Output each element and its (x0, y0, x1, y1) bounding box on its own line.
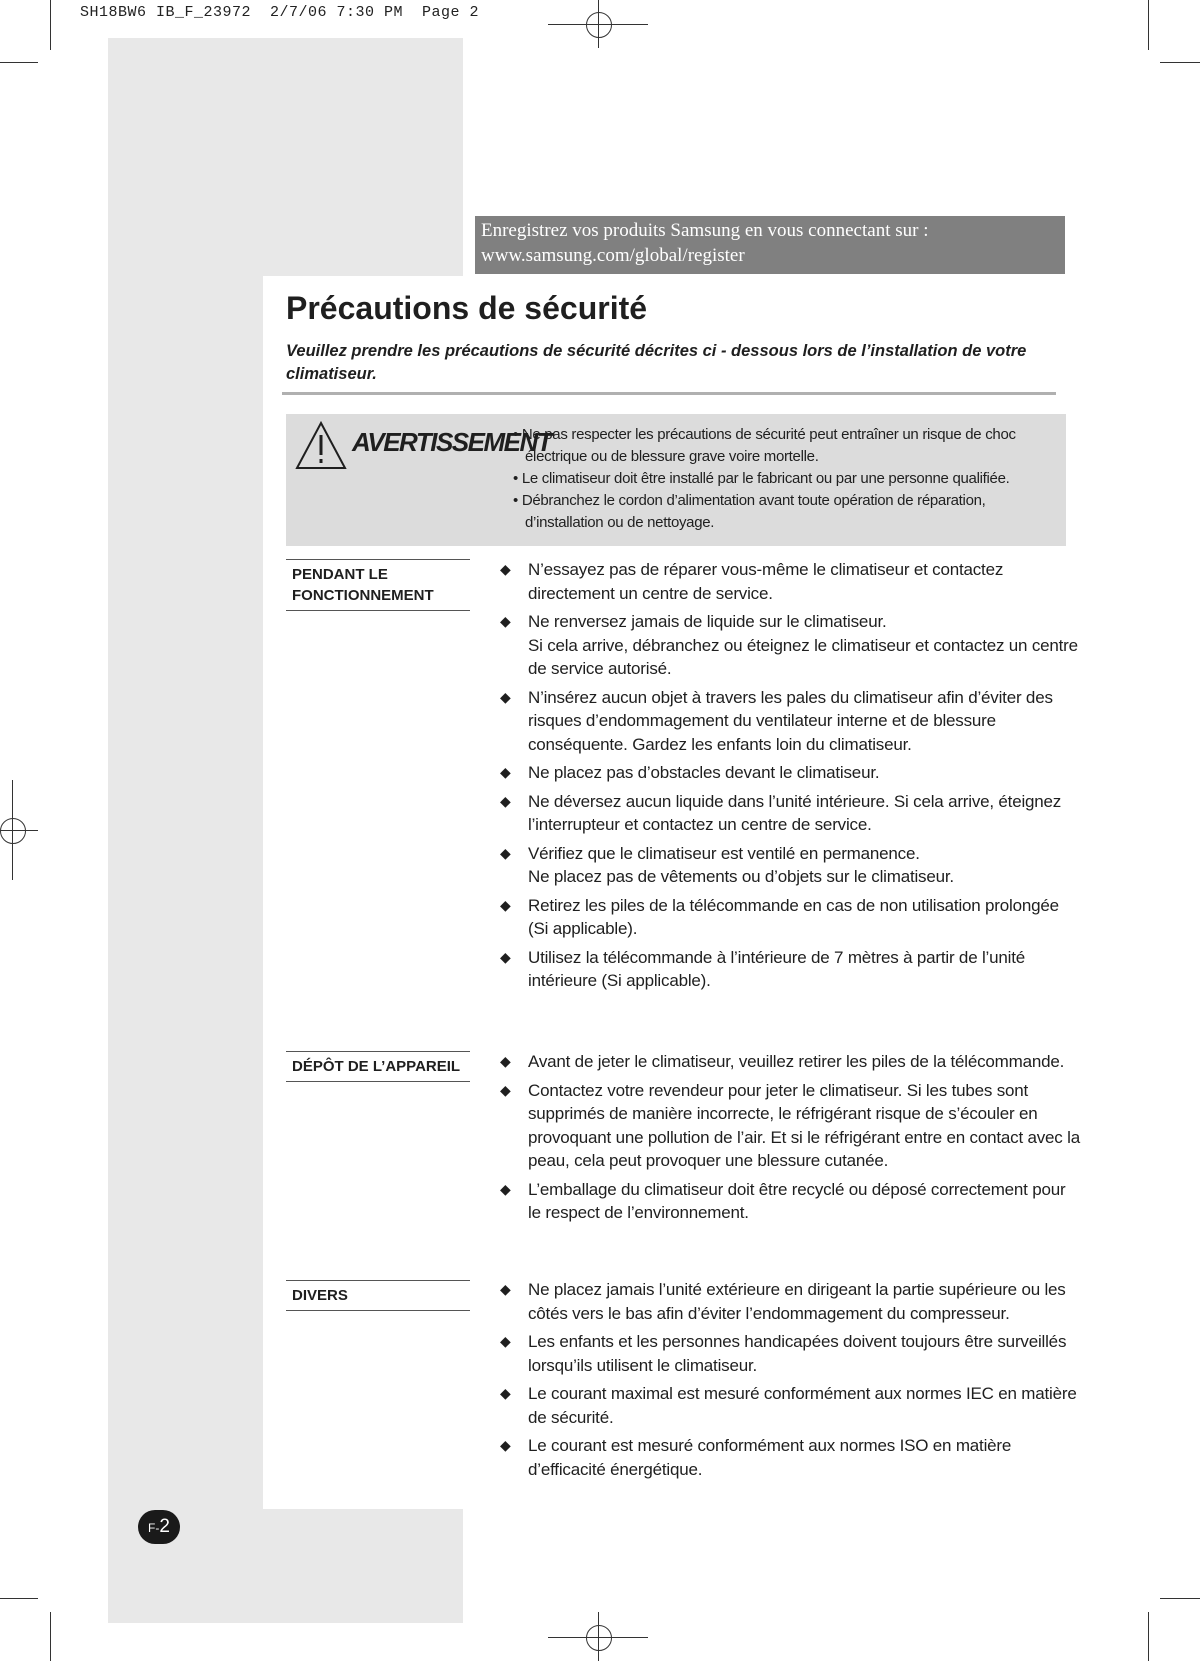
list-item-text: Les enfants et les personnes handicapées doivent toujours être surveillés lorsqu’ils utilisent le climatiseur. (528, 1332, 1067, 1375)
list-item-text: N’essayez pas de réparer vous-même le climatiseur et contactez directement un centre de service. (528, 560, 1004, 603)
list-item-text: Ne placez jamais l’unité extérieure en dirigeant la partie supérieure ou les côtés vers le bas afin d’éviter l’endommagement du compresseur. (528, 1280, 1066, 1323)
crop-mark (0, 1598, 38, 1599)
diamond-bullet-icon: ◆ (500, 613, 511, 629)
list-item-text: N’insérez aucun objet à travers les pales du climatiseur afin d’éviter des risques d’endommagement du ventilateur interne et de blessure conséquente. Gardez les enfants loin du climatiseur. (528, 687, 1053, 754)
registration-mark-icon (586, 12, 612, 38)
page-number-prefix: F- (148, 1521, 160, 1535)
list-item-text: Ne déversez aucun liquide dans l’unité intérieure. Si cela arrive, éteignez l’interrupteur et contactez un centre de service. (528, 791, 1062, 834)
crop-mark (0, 62, 38, 63)
diamond-bullet-icon: ◆ (500, 1081, 511, 1098)
list-item (500, 1079, 1080, 1173)
list-item (500, 558, 1080, 605)
section-heading-operation (286, 559, 470, 611)
diamond-bullet-icon: ◆ (500, 792, 511, 809)
diamond-bullet-icon: ◆ (500, 764, 511, 780)
list-item-text: Le courant maximal est mesuré conformément aux normes IEC en matière de sécurité. (528, 1384, 1077, 1427)
list-item-text: Ne placez pas de vêtements ou d’objets sur le climatiseur. (528, 867, 954, 886)
diamond-bullet-icon: ◆ (500, 1437, 511, 1453)
list-item (500, 1050, 1080, 1074)
diamond-bullet-icon: ◆ (500, 1180, 511, 1197)
warning-item: • Le climatiseur doit être installé par le fabricant ou par une personne qualifiée. (513, 470, 1010, 487)
register-banner-url: www.samsung.com/global/register (481, 245, 745, 266)
section-list-disposal (500, 1050, 1080, 1230)
diamond-bullet-icon: ◆ (500, 844, 511, 861)
warning-list (513, 424, 1065, 534)
crop-mark (50, 0, 51, 50)
page-number-badge (138, 1510, 180, 1544)
diamond-bullet-icon: ◆ (500, 561, 511, 577)
warning-box (286, 414, 1066, 546)
list-item-text: Le courant est mesuré conformément aux normes ISO en matière d’efficacité énergétique. (528, 1436, 1012, 1479)
section-heading-line: PENDANT LE (292, 566, 388, 583)
list-item-text: Vérifiez que le climatiseur est ventilé en permanence. (528, 843, 920, 863)
section-heading-line: DIVERS (292, 1287, 348, 1304)
crop-mark (1148, 0, 1149, 50)
list-item (500, 946, 1080, 993)
list-item-text: Utilisez la télécommande à l’intérieure de 7 mètres à partir de l’unité intérieure (Si applicable). (528, 947, 1025, 990)
list-item-text: L’emballage du climatiseur doit être recyclé ou déposé correctement pour le respect de l’environnement. (528, 1179, 1066, 1222)
list-item (500, 1278, 1080, 1325)
warning-item: • Ne pas respecter les précautions de sécurité peut entraîner un risque de choc électrique ou de blessure grave voire mortelle. (513, 426, 1016, 465)
list-item (500, 1178, 1080, 1225)
section-heading-misc (286, 1280, 470, 1311)
section-heading-line: DÉPÔT DE L’APPAREIL (292, 1058, 461, 1075)
section-list-operation (500, 558, 1080, 998)
diamond-bullet-icon: ◆ (500, 1053, 511, 1069)
register-banner-line1: Enregistrez vos produits Samsung en vous connectant sur : (481, 220, 929, 241)
list-item-text: Avant de jeter le climatiseur, veuillez retirer les piles de la télécommande. (528, 1052, 1065, 1071)
list-item (500, 761, 1080, 785)
section-list-misc (500, 1278, 1080, 1486)
diamond-bullet-icon: ◆ (500, 688, 511, 705)
diamond-bullet-icon: ◆ (500, 1385, 511, 1401)
crop-mark (1160, 62, 1200, 63)
section-heading-disposal (286, 1051, 470, 1082)
divider (282, 392, 1056, 395)
diamond-bullet-icon: ◆ (500, 1333, 511, 1349)
list-item-text: Ne placez pas d’obstacles devant le climatiseur. (528, 763, 880, 782)
list-item-text: Ne renversez jamais de liquide sur le climatiseur. (528, 612, 887, 631)
crop-mark (50, 1612, 51, 1661)
list-item-text: Contactez votre revendeur pour jeter le climatiseur. Si les tubes sont supprimés de manière incorrecte, le réfrigérant risque de s’écouler en provoquant une pollution de l’air. Et si le réfrigérant entre en contact avec la peau, cela peut provoquer une blessure cutanée. (528, 1080, 1080, 1170)
list-item (500, 842, 1080, 889)
register-banner (475, 216, 1065, 274)
crop-mark (1160, 1598, 1200, 1599)
warning-triangle-icon (294, 420, 348, 472)
diamond-bullet-icon: ◆ (500, 948, 511, 965)
list-item-text: Si cela arrive, débranchez ou éteignez le climatiseur et contactez un centre de service autorisé. (528, 635, 1078, 678)
list-item (500, 1382, 1080, 1429)
page-subtitle: Veuillez prendre les précautions de sécurité décrites ci - dessous lors de l’installation de votre climatiseur. (286, 342, 1027, 383)
registration-mark-icon (0, 818, 26, 844)
section-heading-line: FONCTIONNEMENT (292, 587, 434, 604)
warning-label: AVERTISSEMENT (352, 427, 552, 457)
list-item (500, 1434, 1080, 1481)
page-number: 2 (159, 1516, 170, 1537)
warning-item: • Débranchez le cordon d’alimentation avant toute opération de réparation, d’installation ou de nettoyage. (513, 492, 986, 531)
crop-mark (1148, 1612, 1149, 1661)
diamond-bullet-icon: ◆ (500, 1281, 511, 1297)
list-item (500, 790, 1080, 837)
list-item (500, 686, 1080, 757)
list-item (500, 610, 1080, 681)
list-item (500, 1330, 1080, 1377)
print-slug: SH18BW6 IB_F_23972 2/7/06 7:30 PM Page 2 (80, 4, 480, 21)
page-title: Précautions de sécurité (286, 290, 648, 326)
diamond-bullet-icon: ◆ (500, 896, 511, 913)
registration-mark-icon (586, 1625, 612, 1651)
list-item-text: Retirez les piles de la télécommande en cas de non utilisation prolongée (Si applicable). (528, 895, 1059, 938)
list-item (500, 894, 1080, 941)
